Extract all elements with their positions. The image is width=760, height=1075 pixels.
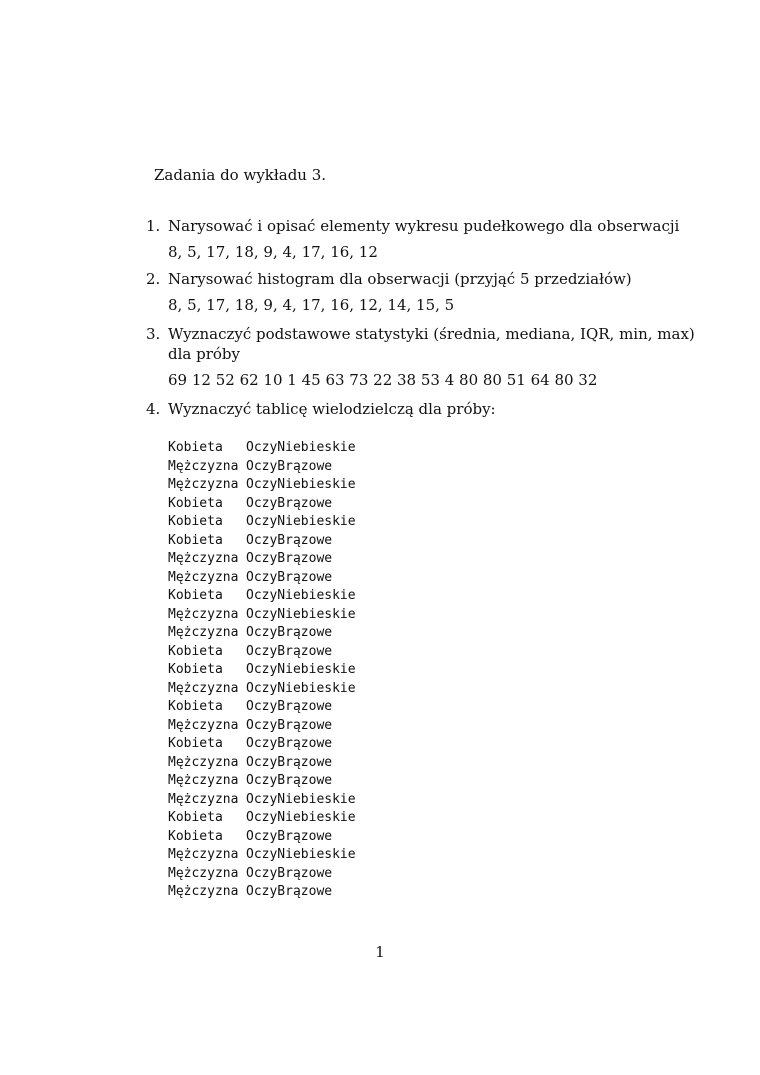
task-text: Narysować i opisać elementy wykresu pudełkowego dla obserwacji <box>168 217 680 235</box>
sample-sex: Mężczyzna <box>168 717 239 733</box>
task-text: Wyznaczyć tablicę wielodzielczą dla próby: <box>168 400 496 418</box>
sample-row <box>168 883 356 902</box>
sample-row <box>168 865 356 884</box>
sample-sex: Kobieta <box>168 588 223 603</box>
sample-sex: Kobieta <box>168 440 223 455</box>
sample-sex: Mężczyzna <box>168 754 239 770</box>
sample-sex: Mężczyzna <box>168 551 239 566</box>
sample-eye-color: OczyNiebieskie <box>246 810 356 825</box>
sample-sex: Mężczyzna <box>168 680 239 696</box>
sample-sex: Kobieta <box>168 514 223 529</box>
sample-eye-color: OczyNiebieskie <box>246 606 356 622</box>
sample-eye-color: OczyBrązowe <box>246 495 333 511</box>
sample-sex: Kobieta <box>168 699 223 714</box>
sample-row <box>168 772 356 791</box>
sample-eye-color: OczyNiebieskie <box>246 847 356 862</box>
sample-eye-color: OczyNiebieskie <box>246 477 356 492</box>
sample-sex: Mężczyzna <box>168 606 239 622</box>
sample-eye-color: OczyBrązowe <box>246 699 333 714</box>
task-data: 8, 5, 17, 18, 9, 4, 17, 16, 12, 14, 15, 5 <box>168 296 455 314</box>
sample-eye-color: OczyNiebieskie <box>246 680 356 696</box>
sample-sex: Mężczyzna <box>168 625 239 640</box>
sample-eye-color: OczyBrązowe <box>246 828 333 844</box>
sample-row <box>168 661 356 680</box>
sample-eye-color: OczyBrązowe <box>246 643 333 659</box>
sample-sex: Kobieta <box>168 662 223 677</box>
sample-eye-color: OczyBrązowe <box>246 773 333 788</box>
task-body <box>168 399 646 419</box>
sample-eye-color: OczyNiebieskie <box>246 514 356 529</box>
sample-row <box>168 439 356 458</box>
sample-sex: Kobieta <box>168 736 223 751</box>
task-number: 2. <box>146 270 161 288</box>
sample-eye-color: OczyBrązowe <box>246 717 333 733</box>
sample-eye-color: OczyNiebieskie <box>246 440 356 455</box>
sample-row <box>168 606 356 625</box>
sample-row <box>168 476 356 495</box>
sample-row <box>168 532 356 551</box>
sample-sex: Kobieta <box>168 643 223 659</box>
sample-sex: Mężczyzna <box>168 865 239 881</box>
sample-row <box>168 809 356 828</box>
sample-eye-color: OczyNiebieskie <box>246 588 356 603</box>
page-heading: Zadania do wykładu 3. <box>154 166 327 184</box>
sample-eye-color: OczyBrązowe <box>246 884 333 899</box>
sample-row <box>168 495 356 514</box>
sample-row <box>168 735 356 754</box>
sample-sex: Kobieta <box>168 495 223 511</box>
sample-row <box>168 828 356 847</box>
sample-row <box>168 680 356 699</box>
task-data: 8, 5, 17, 18, 9, 4, 17, 16, 12 <box>168 243 378 261</box>
sample-eye-color: OczyNiebieskie <box>246 662 356 677</box>
sample-sex: Mężczyzna <box>168 458 239 474</box>
sample-eye-color: OczyNiebieskie <box>246 791 356 807</box>
task-body <box>168 269 646 315</box>
sample-row <box>168 458 356 477</box>
sample-eye-color: OczyBrązowe <box>246 551 333 566</box>
sample-sex: Mężczyzna <box>168 791 239 807</box>
task-number: 3. <box>146 325 161 343</box>
sample-row <box>168 587 356 606</box>
sample-sex: Mężczyzna <box>168 884 239 899</box>
page-number: 1 <box>375 943 385 961</box>
task-number: 1. <box>146 217 161 235</box>
sample-row <box>168 754 356 773</box>
sample-sex: Kobieta <box>168 810 223 825</box>
sample-eye-color: OczyBrązowe <box>246 532 333 548</box>
sample-sex: Mężczyzna <box>168 477 239 492</box>
sample-sex: Mężczyzna <box>168 569 239 585</box>
sample-sex: Kobieta <box>168 532 223 548</box>
sample-eye-color: OczyBrązowe <box>246 736 333 751</box>
sample-listing <box>168 439 356 902</box>
sample-eye-color: OczyBrązowe <box>246 569 333 585</box>
task-data: 69 12 52 62 10 1 45 63 73 22 38 53 4 80 80 51 64 80 32 <box>168 371 598 389</box>
sample-sex: Mężczyzna <box>168 773 239 788</box>
sample-row <box>168 791 356 810</box>
task-text: Narysować histogram dla obserwacji (przyjąć 5 przedziałów) <box>168 270 632 288</box>
sample-row <box>168 698 356 717</box>
sample-row <box>168 643 356 662</box>
sample-sex: Mężczyzna <box>168 847 239 862</box>
task-number: 4. <box>146 400 161 418</box>
task-body <box>168 324 695 390</box>
task-text: Wyznaczyć podstawowe statystyki (średnia, mediana, IQR, min, max) <box>168 325 695 343</box>
sample-row <box>168 550 356 569</box>
sample-sex: Kobieta <box>168 828 223 844</box>
sample-row <box>168 846 356 865</box>
task-body <box>168 216 680 262</box>
sample-eye-color: OczyBrązowe <box>246 754 333 770</box>
sample-eye-color: OczyBrązowe <box>246 458 333 474</box>
task-text: dla próby <box>168 345 240 363</box>
sample-row <box>168 569 356 588</box>
sample-row <box>168 717 356 736</box>
sample-row <box>168 513 356 532</box>
sample-eye-color: OczyBrązowe <box>246 865 333 881</box>
sample-row <box>168 624 356 643</box>
sample-eye-color: OczyBrązowe <box>246 625 333 640</box>
